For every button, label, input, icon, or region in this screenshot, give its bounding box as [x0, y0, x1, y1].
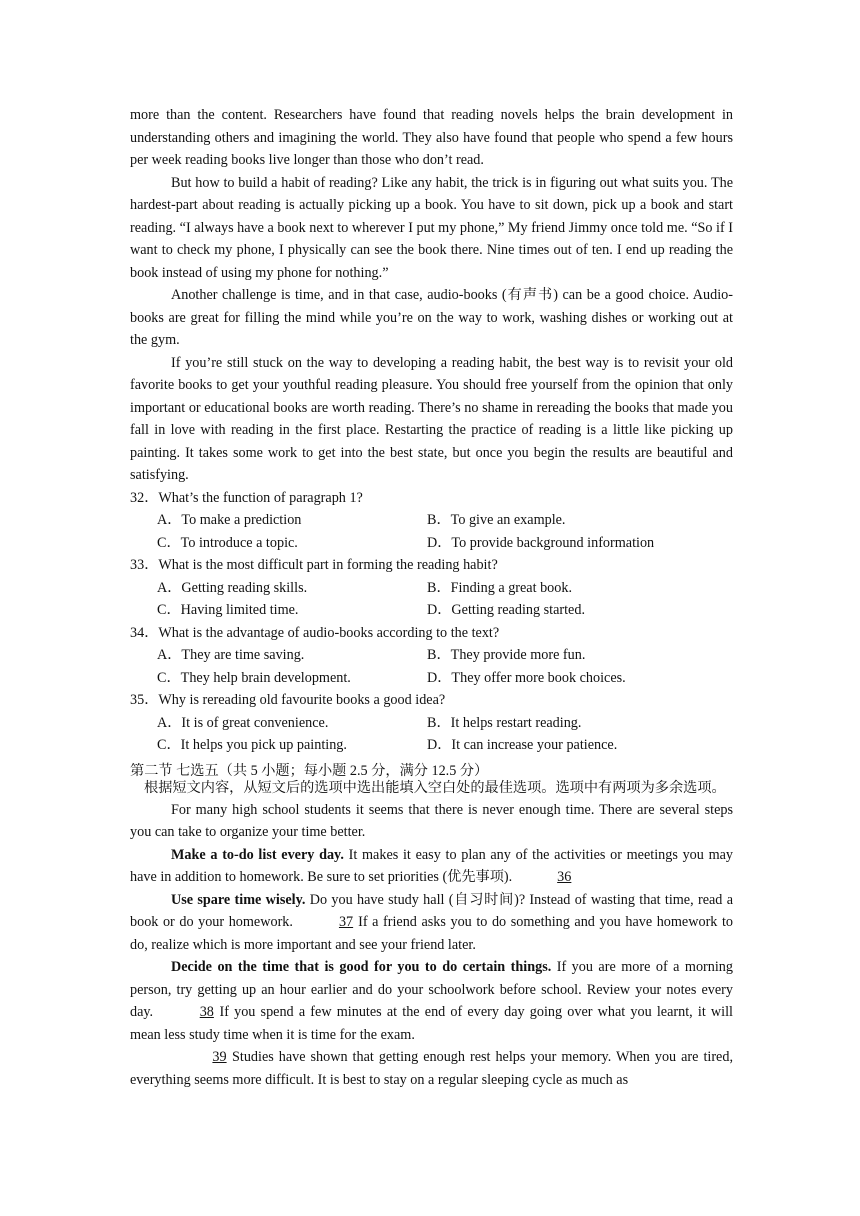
option-d: D．Getting reading started. [427, 602, 585, 618]
question-33 [130, 554, 733, 622]
cloze-text: Studies have shown that getting enough rest helps your memory. When you are tired, everything seems more difficult. It is best to stay on a regular sleeping cycle as much as [130, 1049, 733, 1088]
option-b: B．They provide more fun. [427, 647, 586, 663]
subheading: Use spare time wisely. [171, 891, 306, 908]
option-d: D．They offer more book choices. [427, 669, 626, 686]
question-32 [130, 487, 733, 555]
options [130, 509, 733, 554]
option-d: D．It can increase your patience. [427, 737, 618, 753]
options [130, 577, 733, 622]
subheading: Decide on the time that is good for you to do certain things. [171, 959, 552, 975]
question-stem: 35．Why is rereading old favourite books a good idea? [130, 692, 446, 708]
option-b: B．Finding a great book. [427, 579, 573, 596]
question-stem: 33．What is the most difficult part in forming the reading habit? [130, 557, 498, 573]
option-c: C．To introduce a topic. [157, 534, 298, 551]
exam-page [130, 104, 733, 1091]
answer-blank-36[interactable]: 36 [557, 869, 572, 885]
answer-blank-39[interactable]: 39 [212, 1049, 227, 1065]
cloze-paragraph-2 [130, 889, 733, 957]
question-34 [130, 622, 733, 690]
cloze-paragraph-4 [130, 1046, 733, 1091]
option-a: A．They are time saving. [157, 647, 305, 663]
option-c: C．They help brain development. [157, 669, 351, 686]
cloze-text: If a friend asks you to do something and you have homework to do, realize which is more important and see your friend later. [130, 914, 734, 953]
question-35 [130, 689, 733, 757]
options [130, 712, 733, 757]
question-stem: 34．What is the advantage of audio-books according to the text? [130, 624, 500, 641]
section-heading: 第二节 七选五（共 5 小题；每小题 2.5 分，满分 12.5 分） [130, 762, 489, 779]
option-a: A．Getting reading skills. [157, 579, 308, 596]
subheading: Make a to-do list every day. [171, 846, 344, 863]
cloze-intro: For many high school students it seems that there is never enough time. There are several steps you can take to organize your time better. [130, 801, 733, 840]
question-stem: 32．What’s the function of paragraph 1? [130, 489, 363, 506]
option-b: B．It helps restart reading. [427, 714, 582, 731]
cloze-text: If you spend a few minutes at the end of every day going over what you learnt, it will mean less study time when it is time for the exam. [130, 1004, 734, 1043]
passage-paragraph-3: Another challenge is time, and in that case, audio-books (有声书) can be a good choice. Audio-books are great for filling the mind while you’re on the way to work, washing dishes or working out at the gym. [130, 287, 733, 348]
option-a: A．To make a prediction [157, 512, 302, 528]
option-c: C．Having limited time. [157, 602, 299, 618]
cloze-text: If you are more of a morning person, try getting up an hour earlier and do your schoolwork before school. Review your notes every day. [130, 959, 733, 1020]
option-d: D．To provide background information [427, 534, 655, 551]
option-c: C．It helps you pick up painting. [157, 737, 347, 753]
option-b: B．To give an example. [427, 512, 566, 528]
cloze-text: It makes it easy to plan any of the activities or meetings you may have in addition to homework. Be sure to set priorities (优先事项). [130, 846, 733, 885]
section-instruction: 根据短文内容，从短文后的选项中选出能填入空白处的最佳选项。选项中有两项为多余选项。 [144, 779, 726, 796]
cloze-text: Do you have study hall (自习时间)? Instead of wasting that time, read a book or do your homework. [130, 891, 733, 930]
option-a: A．It is of great convenience. [157, 714, 329, 731]
cloze-paragraph-1 [130, 844, 733, 889]
passage-paragraph-1: more than the content. Researchers have found that reading novels helps the brain development in understanding others and imagining the world. They also have found that people who spend a few hours per week reading books live longer than those who don’t read. [130, 107, 733, 168]
answer-blank-38[interactable]: 38 [199, 1004, 214, 1020]
passage-paragraph-2: But how to build a habit of reading? Like any habit, the trick is in figuring out what suits you. The hardest-part about reading is actually picking up a book. You have to sit down, pick up a book and start reading. “I always have a book next to wherever I put my phone,” My friend Jimmy once told me. “So if I want to check my phone, I physically can see the book there. Nine times out of ten. I end up reading the book instead of using my phone for nothing.” [130, 174, 733, 281]
options [130, 644, 733, 689]
cloze-paragraph-3 [130, 956, 733, 1046]
answer-blank-37[interactable]: 37 [338, 914, 354, 930]
passage-paragraph-4: If you’re still stuck on the way to developing a reading habit, the best way is to revisit your old favorite books to get your youthful reading pleasure. You should free yourself from the opinion that only important or educational books are worth reading. There’s no shame in rereading the books that made you fall in love with reading in the first place. Restarting the practice of reading is a little like picking up painting. It takes some work to get into the best state, but once you begin the results are beautiful and satisfying. [130, 354, 733, 483]
